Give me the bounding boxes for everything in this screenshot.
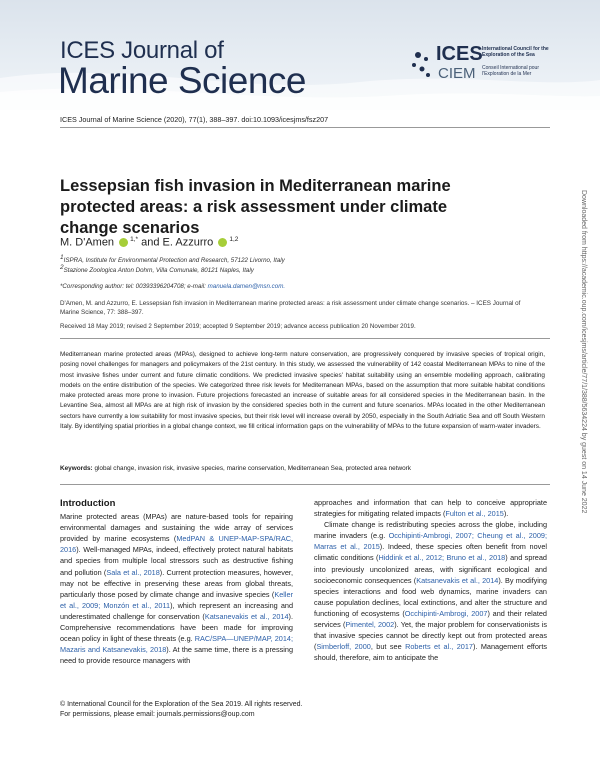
citation-divider xyxy=(60,127,550,128)
citation-link[interactable]: Pimentel, 2002 xyxy=(345,620,395,630)
body-text: ) and their related services ( xyxy=(314,608,547,630)
download-side-note xyxy=(572,190,586,610)
council-english: International Council for the Exploration of the Sea xyxy=(482,46,549,58)
body-text: ). Management efforts should, therefore, aim to anticipate the xyxy=(314,642,547,663)
corresponding-email-link[interactable]: manuela.damen@msn.com. xyxy=(207,283,286,290)
full-citation: D'Amen, M. and Azzurro, E. Lessepsian fish invasion in Mediterranean marine protected areas: a risk assessment under climate change scenarios. – ICES Journal of Marine Science, 77: 388–397. xyxy=(60,300,521,316)
body-text: ). Yet, the major problem for conservationists is that invasive species cannot be directly kept out from protected areas ( xyxy=(314,620,547,652)
permissions-notice: For permissions, please email: journals.permissions@oup.com xyxy=(60,711,255,718)
corresponding-author xyxy=(60,283,285,291)
journal-name-line1: ICES Journal of xyxy=(60,37,224,64)
journal-header xyxy=(0,0,600,110)
keywords-label: Keywords: xyxy=(60,465,93,472)
ices-emblem-icon xyxy=(406,45,436,85)
body-text: ), which represent an increasing and underestimated challenge for conservation ( xyxy=(60,600,293,621)
citation-link[interactable]: RAC/SPA—UNEP/MAP, 2014; Mazaris and Katsanevakis, 2018 xyxy=(60,634,293,655)
author-list xyxy=(60,236,238,249)
body-column-right xyxy=(314,497,547,663)
ices-logo xyxy=(406,43,556,93)
orcid-icon[interactable] xyxy=(218,238,227,247)
body-text: ). By modifying species interactions and food web dynamics, marine invaders can cause population declines, local extinctions, and alter the structure and functioning of ecosystems ( xyxy=(314,575,547,618)
abstract: Mediterranean marine protected areas (MPAs), designed to achieve long-term nature conservation, are progressively conquered by invasive species of tropical origin, posing novel challenges for managers and policymakers of the 21st century. In this study, we assessed the vulnerability of 142 coastal Mediterranean MPAs to nine of the most invasive fishes under current and future climatic conditions. We predicted invasive species' habitat suitability using an ensemble modelling approach, calibrating models on the entire distribution of the species. We categorized three risk levels for Mediterranean MPAs, based on the assumption that more suitable habitat conditions make protected areas more prone to invasion. Future projections forecasted an increase of suitable areas for all considered species in the Mediterranean basin. In the Levantine Sea, almost all MPAs are at high risk of invasion by the considered species both in the current and future scenarios. MPAs located in the other Mediterranean sectors have currently a low suitability for most invasive species, but their risk level will increase overall by 2050, especially in the South Adriatic Sea and off South Western Italy. By identifying spatial priorities in a global change context, we fill critical information gaps on the vulnerability of MPAs to the future expansion of warm-water invaders. xyxy=(60,351,545,431)
page-footer xyxy=(60,700,303,720)
introduction-heading: Introduction xyxy=(60,498,116,509)
article-title: Lessepsian fish invasion in Mediterranean marine protected areas: a risk assessment under climate change scenarios xyxy=(60,177,451,237)
citation-link[interactable]: Roberts et al., 2017 xyxy=(405,642,473,652)
body-text: ). Current protection measures, however, may not be effective in preserving these areas from global threats, particularly those posed by climate change and invasive species ( xyxy=(60,567,293,599)
intro-paragraph-1 xyxy=(60,511,293,666)
logo-ices-text: ICES xyxy=(436,43,483,65)
affiliation-1-num: 1 xyxy=(60,254,64,261)
received-dates: Received 18 May 2019; revised 2 September 2019; accepted 9 September 2019; advance access publication 20 November 2019. xyxy=(60,323,416,330)
author-1-name[interactable]: M. D'Amen xyxy=(60,236,115,249)
logo-ciem-text: CIEM xyxy=(438,65,476,82)
copyright-notice: © International Council for the Exploration of the Sea 2019. All rights reserved. xyxy=(60,701,303,708)
body-text: Marine protected areas (MPAs) are nature-based tools for repairing environmental damages and sustaining the wide array of services provided by marine ecosystems ( xyxy=(60,512,293,544)
keywords xyxy=(60,465,411,472)
affiliation-2 xyxy=(60,264,254,275)
citation-link[interactable]: Occhipinti-Ambrogi, 2007; Cheung et al., 2009; Marras et al., 2015 xyxy=(314,531,547,552)
keywords-text: global change, invasion risk, invasive species, marine conservation, Mediterranean Sea, protected area network xyxy=(94,465,411,472)
journal-citation-line: ICES Journal of Marine Science (2020), 77(1), 388–397. doi:10.1093/icesjms/fsz207 xyxy=(60,115,329,124)
affiliation-1-text: ISPRA, Institute for Environmental Protection and Research, 57122 Livorno, Italy xyxy=(63,257,285,265)
citation-link[interactable]: MedPAN & UNEP-MAP-SPA/RAC, 2016 xyxy=(60,534,293,555)
body-text: ). Indeed, these species often benefit from novel climatic conditions ( xyxy=(314,542,547,563)
citation-link[interactable]: Hiddink et al., 2012; Bruno et al., 2018 xyxy=(378,553,506,563)
corresponding-label: *Corresponding author: tel: 00393396204708; e-mail: xyxy=(60,283,206,290)
body-text: ). xyxy=(503,509,509,519)
body-text: ). Comprehensive recommendations have been made for improving ocean policy in light of these threats (e.g. xyxy=(60,611,293,644)
body-text: , but see xyxy=(370,642,406,652)
keywords-divider xyxy=(60,484,550,485)
citation-link[interactable]: Sala et al., 2018 xyxy=(106,567,160,577)
author-1-affil: 1,* xyxy=(130,236,139,243)
council-french: Conseil International pour l'Exploration de la Mer xyxy=(482,65,539,77)
citation-link[interactable]: Simberloff, 2000 xyxy=(316,642,371,652)
citation-link[interactable]: Katsanevakis et al., 2014 xyxy=(204,611,289,621)
author-2-affil: 1,2 xyxy=(229,236,239,243)
citation-link[interactable]: Katsanevakis et al., 2014 xyxy=(416,575,499,585)
abstract-divider xyxy=(60,338,550,339)
affiliation-2-text: Stazione Zoologica Anton Dohrn, Villa Comunale, 80121 Naples, Italy xyxy=(63,267,254,275)
author-2-name[interactable]: and E. Azzurro xyxy=(141,236,214,249)
side-note-text: Downloaded from https://academic.oup.com/icesjms/article/77/1/388/5634224 by guest on 14 June 2022 xyxy=(580,190,587,514)
body-column-left xyxy=(60,498,293,666)
body-text: ) and spread into previously uncolonized areas, with significant ecological and socioeconomic consequences ( xyxy=(314,553,547,585)
orcid-icon[interactable] xyxy=(119,238,128,247)
intro-paragraph-2 xyxy=(314,497,547,663)
citation-link[interactable]: Occhipinti-Ambrogi, 2007 xyxy=(404,608,488,618)
citation-link[interactable]: Fulton et al., 2015 xyxy=(445,509,504,519)
body-text: ). At the same time, there is a pressing need to provide resource managers with xyxy=(60,645,293,666)
journal-name-line2: Marine Science xyxy=(58,60,307,101)
affiliation-2-num: 2 xyxy=(60,264,64,271)
body-text: approaches and information that can help to conceive appropriate strategies for mitigating related impacts ( xyxy=(314,498,547,519)
citation-link[interactable]: Keller et al., 2009; Monzón et al., 2011 xyxy=(60,589,293,610)
body-text: ). Well-managed MPAs, indeed, effectively protect natural habitats and species from multiple local stressors such as destructive fishing and pollution ( xyxy=(60,545,293,577)
paragraph-text: Climate change is redistributing species across the globe, including marine invaders (e.g. xyxy=(314,520,547,541)
